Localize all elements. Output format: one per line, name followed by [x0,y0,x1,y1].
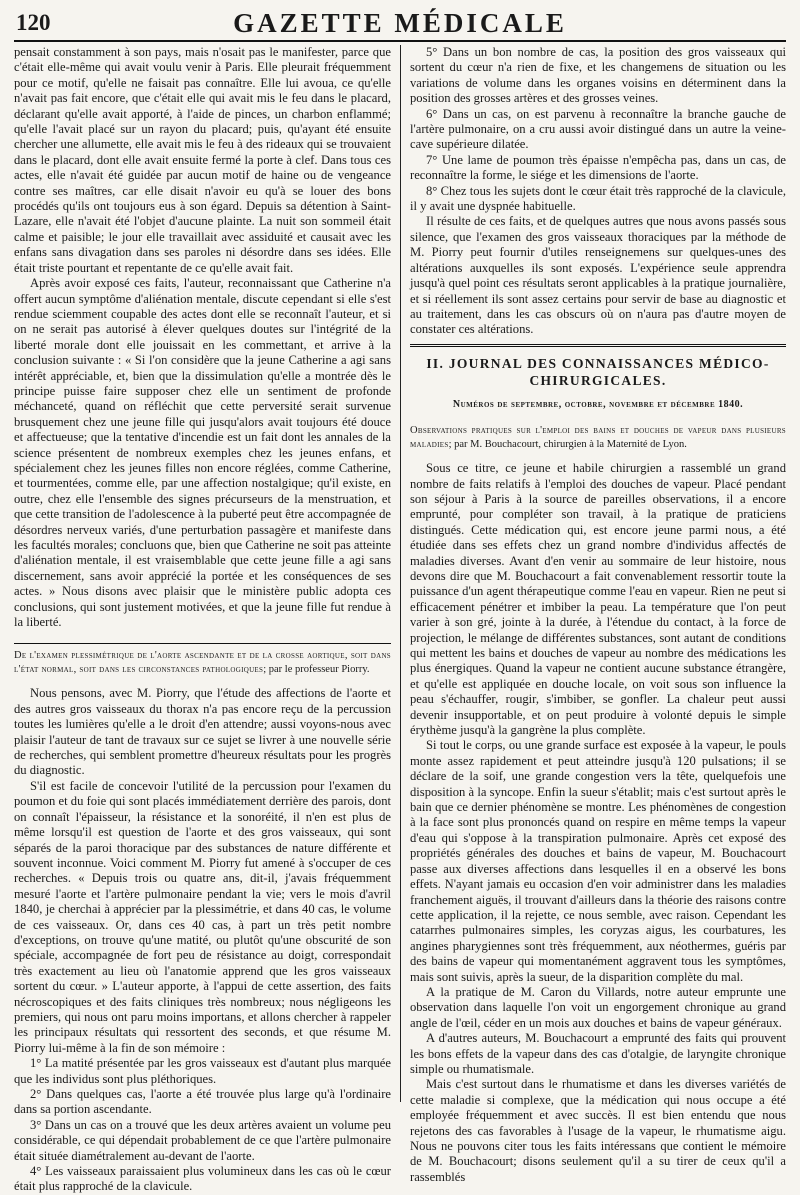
article-title-text: De l'examen plessimétrique de l'aorte ascendante et de la crosse aortique, soit dans l'état normal, soit dans les circonstances pathologiques [14,650,391,676]
paragraph: Mais c'est surtout dans le rhumatisme et dans les diverses variétés de cette maladie si complexe, que la médication qui nous occupe a été employée fréquemment et avec succès. Il est bien entendu que nous rejetons des cas favorables à l'usage de la vapeur, le rhumatisme aigu. Nous ne pouvons citer tous les faits intéressans que contient le mémoire de M. Bouchacourt; disons seulement qu'il a su tirer de ceux qu'il a rassemblés [410,1077,786,1184]
paragraph: Si tout le corps, ou une grande surface est exposée à la vapeur, le pouls monte assez rapidement et peut atteindre jusqu'à 120 pulsations; il se déclare de la soif, une grande congestion vers la tête, quelquefois une disposition à la syncope. Enfin la sueur s'établit; mais c'est surtout après le bain que ce dernier phénomène se montre. Les phénomènes de congestion à la face sont plus prononcés quand on respire en même temps la vapeur d'eau qui s'oppose à la transpiration pulmonaire. Après cet exposé des propriétés générales des douches et bains de vapeur, M. Bouchacourt passe aux diverses affections dans lesquelles il en a observé les bons effets. N'ayant jamais eu occasion d'en voir administrer dans les maladies franchement aiguës, il trouvant d'ailleurs dans la théorie des raisons contre cette application, il la rejette, ce nous semble, avec raison. Cependant les catarrhes pulmonaires simples, les coryzas aigus, les courbatures, les angines pharygiennes sont très fréquemment, aux néothermes, guéris par des bains de vapeur qui momentanément aggravent tous les symptômes, mais sont suivis, après la sueur, de la disparition complète du mal. [410,738,786,984]
text-columns [14,45,786,1194]
list-item: 5° Dans un bon nombre de cas, la position des gros vaisseaux qui sortent du cœur n'a rien de fixe, et les changemens de situation ou les variations de volume dans les organes voisins en déterminent dans la position des grosses artères et des grosses veines. [410,45,786,106]
list-item: 3° Dans un cas on a trouvé que les deux artères avaient un volume peu considérable, ce qui dépendait probablement de ce que l'artère pulmonaire était située diamétralement au-devant de l'aorte. [14,1117,391,1163]
paragraph: Sous ce titre, ce jeune et habile chirurgien a rassemblé un grand nombre de faits relatifs à l'emploi des douches de vapeur. Placé pendant son séjour à Paris à la source de pareilles observations, il a encore emprunté, pour compléter son travail, à la pratique de praticiens distingués. Cette médication qui, est encore jeune parmi nous, a été étudiée dans ses effets chez un grand nombre d'individus affectés de maladies diverses. Avant d'en venir au sommaire de leur histoire, nous devons dire que M. Bouchacourt a fait convenablement ressortir toute la puissance d'un agent thérapeutique comme l'eau en vapeur. Rien ne peut si efficacement pénétrer et imbiber la peau. La température que l'on peut varier à son gré, jointe à la durée, à l'étendue du contact, à la force de projection, le mélange de différentes substances, sont autant de conditions qui mettent les bains et douches de vapeur au nombre des médications les plus énergiques. Quand la vapeur ne contient aucune substance étrangère, et qu'elle est appliquée en douche locale, on voit sous son influence la peau s'échauffer, rougir, s'imbiber, se gonfler. La chaleur peut aussi devenir insupportable, et on peut produire à volonté depuis le simple érythème jusqu'à la gangrène la plus complète. [410,461,786,738]
paragraph: A d'autres auteurs, M. Bouchacourt a emprunté des faits qui prouvent les bons effets de la vapeur dans des cas d'otalgie, de laryngite chronique simple ou rhumatismale. [410,1031,786,1076]
left-column [14,45,400,1194]
paragraph: Nous pensons, avec M. Piorry, que l'étude des affections de l'aorte et des autres gros vaisseaux du thorax n'a pas encore reçu de la percussion toutes les lumières qu'elle a le droit d'en attendre; aussi voyons-nous avec plaisir l'auteur de tant de travaux sur ce sujet se livrer à une nouvelle série de recherches, qui semblent promettre d'heureux résultats pour les progrès du diagnostic. [14,686,391,778]
paragraph: S'il est facile de concevoir l'utilité de la percussion pour l'examen du poumon et du foie qui sont placés immédiatement derrière des parois, dont on connaît l'épaisseur, la résistance et la sonoréité, il n'en est plus de même lorsqu'il est question de l'aorte et des gros vaisseaux, qui sont séparés de la paroi thoracique par des substances de nature différente et souvent inconnue. Voici comment M. Piorry fut amené à s'occuper de ces recherches. « Depuis trois ou quatre ans, dit-il, j'avais fréquemment mesuré l'aorte et l'artère pulmonaire pendant la vie; vers le mois d'avril 1840, je cherchai à apprécier par la plessimétrie, et dans 40 cas, le volume de ces vaisseaux. Or, dans ces 40 cas, à part un très petit nombre d'exceptions, on trouve qu'une matité, ou plutôt qu'une obscurité de son spéciale, accompagnée de fort peu de résistance au doigt, correspondait très exactement au lieu où l'anatomie apprend que les gros vaisseaux sortent du cœur. » L'auteur apporte, à l'appui de cette assertion, des faits nécroscopiques et des faits cliniques très nombreux; nous négligeons les premiers, qui nous ont paru moins importans, et allons chercher à rappeler les principaux résultats qui ressortent des seconds, et que résume M. Piorry lui-même à la fin de son mémoire : [14,778,391,1055]
article-title-text: Observations pratiques sur l'emploi des bains et douches de vapeur dans plusieurs maladies [410,425,786,451]
list-item: 7° Une lame de poumon très épaisse n'empêcha pas, dans un cas, de reconnaître la forme, le siége et les dimensions de l'aorte. [410,152,786,183]
journal-title: GAZETTE MÉDICALE [233,8,567,38]
list-item: 4° Les vaisseaux paraissaient plus volumineux dans les cas où le cœur était plus rapproché de la clavicule. [14,1164,391,1194]
paragraph: pensait constamment à son pays, mais n'osait pas le manifester, parce que c'était elle-même qui avait voulu venir à Paris. Elle pleurait fréquemment pour ce motif, qu'elle ne faisait pas connaître. Elle lui avoua, ce qu'elle n'avait pas fait encore, que c'était elle qui avait mis le feu dans le placard, déclarant qu'elle avait apporté, à l'aide de pinces, un charbon enflammé; qu'elle l'avait placé sur un rayon du placard; puis, qu'ayant été ensuite chercher une allumette, elle avait mis le feu à des rideaux qui se trouvaient dans le placard, dont elle avait ensuite fermé la porte à clef. Dans tous ces actes, elle n'avait été guidée par aucun motif de haine ou de vengeance contre ses maîtres, car elle disait n'avoir eu qu'à se louer des bons procédés qu'ils ont toujours eus à son égard. Depuis sa détention à Saint-Lazare, elle n'avait été l'objet d'aucune plainte. La nuit son sommeil était calme et paisible; le jour elle travaillait avec assiduité et causait avec les enfans sans divagation dans ses paroles ni désordre dans ses idées. Elle était triste pourtant et repentante de ce qu'elle avait fait. [14,45,391,275]
list-item: 8° Chez tous les sujets dont le cœur était très rapproché de la clavicule, il y avait une dyspnée habituelle. [410,183,786,214]
section-heading: II. JOURNAL DES CONNAISSANCES MÉDICO-CHIRURGICALES. [426,355,770,388]
page-number: 120 [16,10,51,35]
right-column [400,45,786,1184]
paragraph: Après avoir exposé ces faits, l'auteur, reconnaissant que Catherine n'a offert aucun symptôme d'aliénation mentale, discute cependant si elle s'est rendue sciemment coupable des actes dont elle se reconnaît l'auteur, et si on ne serait pas autorisé à élever quelques doutes sur l'intégrité de la liberté morale dont elle jouissait en les commettant, et arrive à la conclusion suivante : « Si l'on considère que la jeune Catherine a agi sans intérêt appréciable, et, bien que la dissimulation qu'elle a montrée dès le principe puisse faire supposer chez elle un sentiment de profonde méchanceté, quand on réfléchit que cette perversité serait survenue brusquement chez une jeune fille qui jusqu'alors avait toujours été douce et affectueuse; que la tentative d'incendie est un fait dont les annales de la science présentent de nombreux exemples chez les jeunes enfans, et spécialement chez les jeunes filles non encore réglées, comme Catherine, et tourmentées, comme elle, par une affection nostalgique; qu'il existe, en outre, chez elle l'ensemble des signes précurseurs de la menstruation, et que cette transition de l'adolescence à la puberté peut être accompagnée de désordres nerveux variés, d'une perturbation passagère et manifeste dans les facultés morales; concluons que, bien que Catherine ne soit pas atteinte d'aliénation mentale, il est vraisemblable que cette jeune fille a agi sans discernement, sans avoir apprécié la portée et les conséquences de ses actes. » Nous disons avec plaisir que le ministère public adopta ces conclusions, qui sont justement motivées, et que la jeune fille fut rendue à la liberté. [14,276,391,630]
article-author: ; par le professeur Piorry. [263,664,370,676]
page-header [14,6,786,42]
article-separator [14,643,391,644]
paragraph: Il résulte de ces faits, et de quelques autres que nous avons passés sous silence, que l'examen des gros vaisseaux thoraciques par la méthode de M. Piorry peut fournir d'utiles renseignemens sur quelques-unes des altérations auxquelles ils sont exposés. L'expérience seule apprendra jusqu'à quel point ces résultats seront applicables à la pratique journalière, et si réellement ils sont assez certains pour servir de base au diagnostic et au traitement, dans les cas obscurs où on n'aura pas d'autre moyen de constater ces altérations. [410,214,786,337]
article-author: ; par M. Bouchacourt, chirurgien à la Maternité de Lyon. [448,439,687,451]
article-title [14,649,391,677]
issue-dates: Numéros de septembre, octobre, novembre et décembre 1840. [452,398,744,410]
section-separator [410,344,786,347]
list-item: 1° La matité présentée par les gros vaisseaux est d'autant plus marquée que les individus sont plus pléthoriques. [14,1056,391,1086]
list-item: 2° Dans quelques cas, l'aorte a été trouvée plus large qu'à l'ordinaire dans sa portion ascendante. [14,1087,391,1117]
list-item: 6° Dans un cas, on est parvenu à reconnaître la branche gauche de l'artère pulmonaire, on a cru aussi avoir distingué dans un autre la veine-cave supérieure dilatée. [410,106,786,152]
article-title [410,424,786,452]
paragraph: A la pratique de M. Caron du Villards, notre auteur emprunte une observation dans laquelle l'on voit un engorgement chronique au grand angle de l'œil, céder en un mois aux douches et bains de vapeur généraux. [410,984,786,1030]
